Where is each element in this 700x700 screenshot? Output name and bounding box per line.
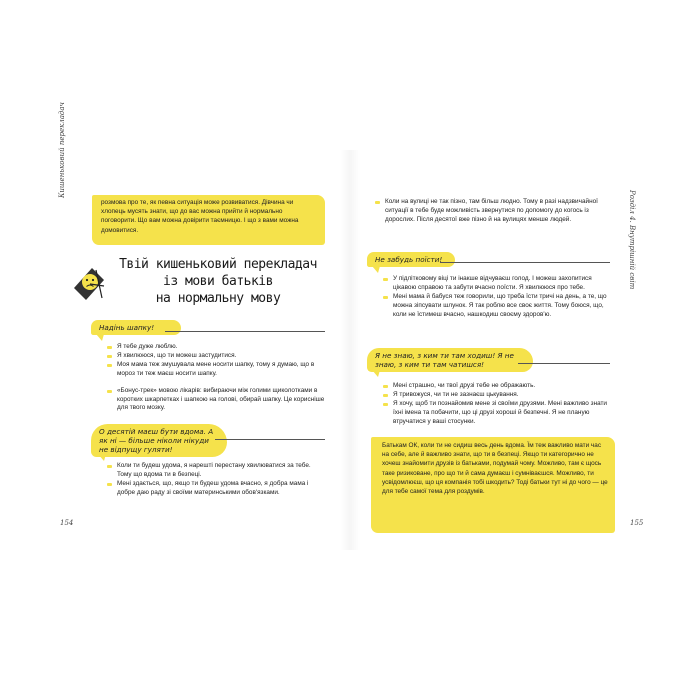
page-number-left: 154 (60, 519, 74, 527)
list-item: Я хвилююся, що ти можеш застудитися. (107, 352, 327, 361)
running-head-left: Кишеньковий перекладач (58, 102, 66, 198)
divider-line (215, 439, 325, 440)
quote-list-hat (107, 343, 327, 413)
dash-bullet-icon (107, 364, 112, 367)
gutter-shadow (340, 150, 360, 550)
list-item: Мені мама й бабуся теж говорили, що треба їсти тричі на день, а те, що можна зіпсувати шлунок. Я так роблю все своє життя. Тому боюся, що, коли не їстимеш вчасно, нашкодиш своєму здоров'ю. (383, 293, 611, 320)
list-item: «Бонус-трек» мовою лікарів: вибираючи між голими щиколотками в коротких шкарпетках і шапкою на голові, обирай шапку. Це корисніше для твого мозку. (107, 387, 327, 414)
speech-bubble-eat: Не забудь поїсти! (367, 252, 455, 267)
dash-bullet-icon (383, 296, 388, 299)
running-head-right: Розділ 4. Внутрішній світ (628, 190, 636, 290)
dash-bullet-icon (107, 390, 112, 393)
dash-bullet-icon (107, 465, 112, 468)
dash-bullet-icon (107, 483, 112, 486)
dash-bullet-icon (107, 346, 112, 349)
list-item: Мені страшно, чи твої друзі тебе не ображають. (383, 382, 611, 391)
speech-bubble-friends: Я не знаю, з ким ти там ходиш! Я не знаю, з ким ти там чатишся! (367, 348, 533, 372)
sad-face-pencil-icon (70, 264, 106, 302)
list-item: Я тебе дуже люблю. (107, 343, 327, 352)
quote-list-friends (383, 382, 611, 427)
headline-line-1: Твій кишеньковий перекладач (119, 257, 317, 272)
list-item: Мені здається, що, якщо ти будеш удома вчасно, я добра мама і добре даю раду зі своїми материнськими обов'язками. (107, 480, 327, 498)
list-item: Я хочу, щоб ти познайомив мене зі своїми друзями. Мені важливо знати їхні імена та побачити, що ці друзі хороші й безпечні. Я не планую втручатися у ваші стосунки. (383, 400, 611, 427)
headline-line-3: на нормальну мову (155, 291, 281, 306)
quote-list-late (375, 198, 610, 225)
headline-line-2: із мови батьків (163, 274, 273, 289)
speech-bubble-tail (372, 266, 380, 273)
dash-bullet-icon (375, 201, 380, 204)
intro-text: розмова про те, як певна ситуація може розвиватися. Дівчина чи хлопець мусять знати, що до вас можна прийти й нормально поговорити. Що вам можна довірити таємницю. І що з вами можна домовитися. (101, 199, 299, 234)
speech-bubble-hat: Надінь шапку! (91, 320, 181, 335)
headline (108, 256, 328, 307)
speech-bubble-tail (96, 334, 104, 341)
list-item: Коли на вулиці не так пізно, там більш людно. Тому в разі надзвичайної ситуації в тебе буде можливість звернутися по допомогу до когось із дорослих. Після десятої вже пізно й на вулицях менше людей. (375, 198, 610, 225)
dash-bullet-icon (107, 355, 112, 358)
speech-bubble-tail (98, 454, 106, 461)
closing-text: Батькам ОК, коли ти не сидиш весь день вдома. Їм теж важливо мати час на себе, але й важливо знати, що ти в безпеці. Якщо ти категорично не хочеш знайомити друзів із батьками, подумай чому. Можливо, там є щось таке ризиковане, про що ти й сама думаєш і сумніваєшся. Можливо, ти усвідомлюєш, що ця компанія тобі шкодить? Тоді батьки тут ні до чого — це для тебе самої тема для роздумів. (382, 442, 608, 496)
dash-bullet-icon (383, 385, 388, 388)
list-item: У підлітковому віці ти інакше відчуваєш голод. І можеш захопитися цікавою справою та забути вчасно поїсти. Я хвилююся про тебе. (383, 275, 611, 293)
list-item: Моя мама теж змушувала мене носити шапку, тому я думаю, що в мороз ти теж маєш носити шапку. (107, 361, 327, 379)
speech-bubble-tail (372, 370, 380, 377)
speech-bubble-curfew: О десятій маєш бути вдома. А як ні — більше ніколи нікуди не відпущу гуляти! (91, 424, 227, 457)
list-item: Я тривожуся, чи ти не зазнаєш цькування. (383, 391, 611, 400)
divider-line (165, 331, 325, 332)
divider-line (518, 363, 610, 364)
page-number-right: 155 (630, 519, 644, 527)
list-item: Коли ти будеш удома, я нарешті перестану хвилюватися за тебе. Тому що вдома ти в безпеці. (107, 462, 327, 480)
quote-list-curfew (107, 462, 327, 498)
dash-bullet-icon (383, 278, 388, 281)
quote-list-eat (383, 275, 611, 320)
divider-line (440, 262, 610, 263)
dash-bullet-icon (383, 394, 388, 397)
dash-bullet-icon (383, 403, 388, 406)
